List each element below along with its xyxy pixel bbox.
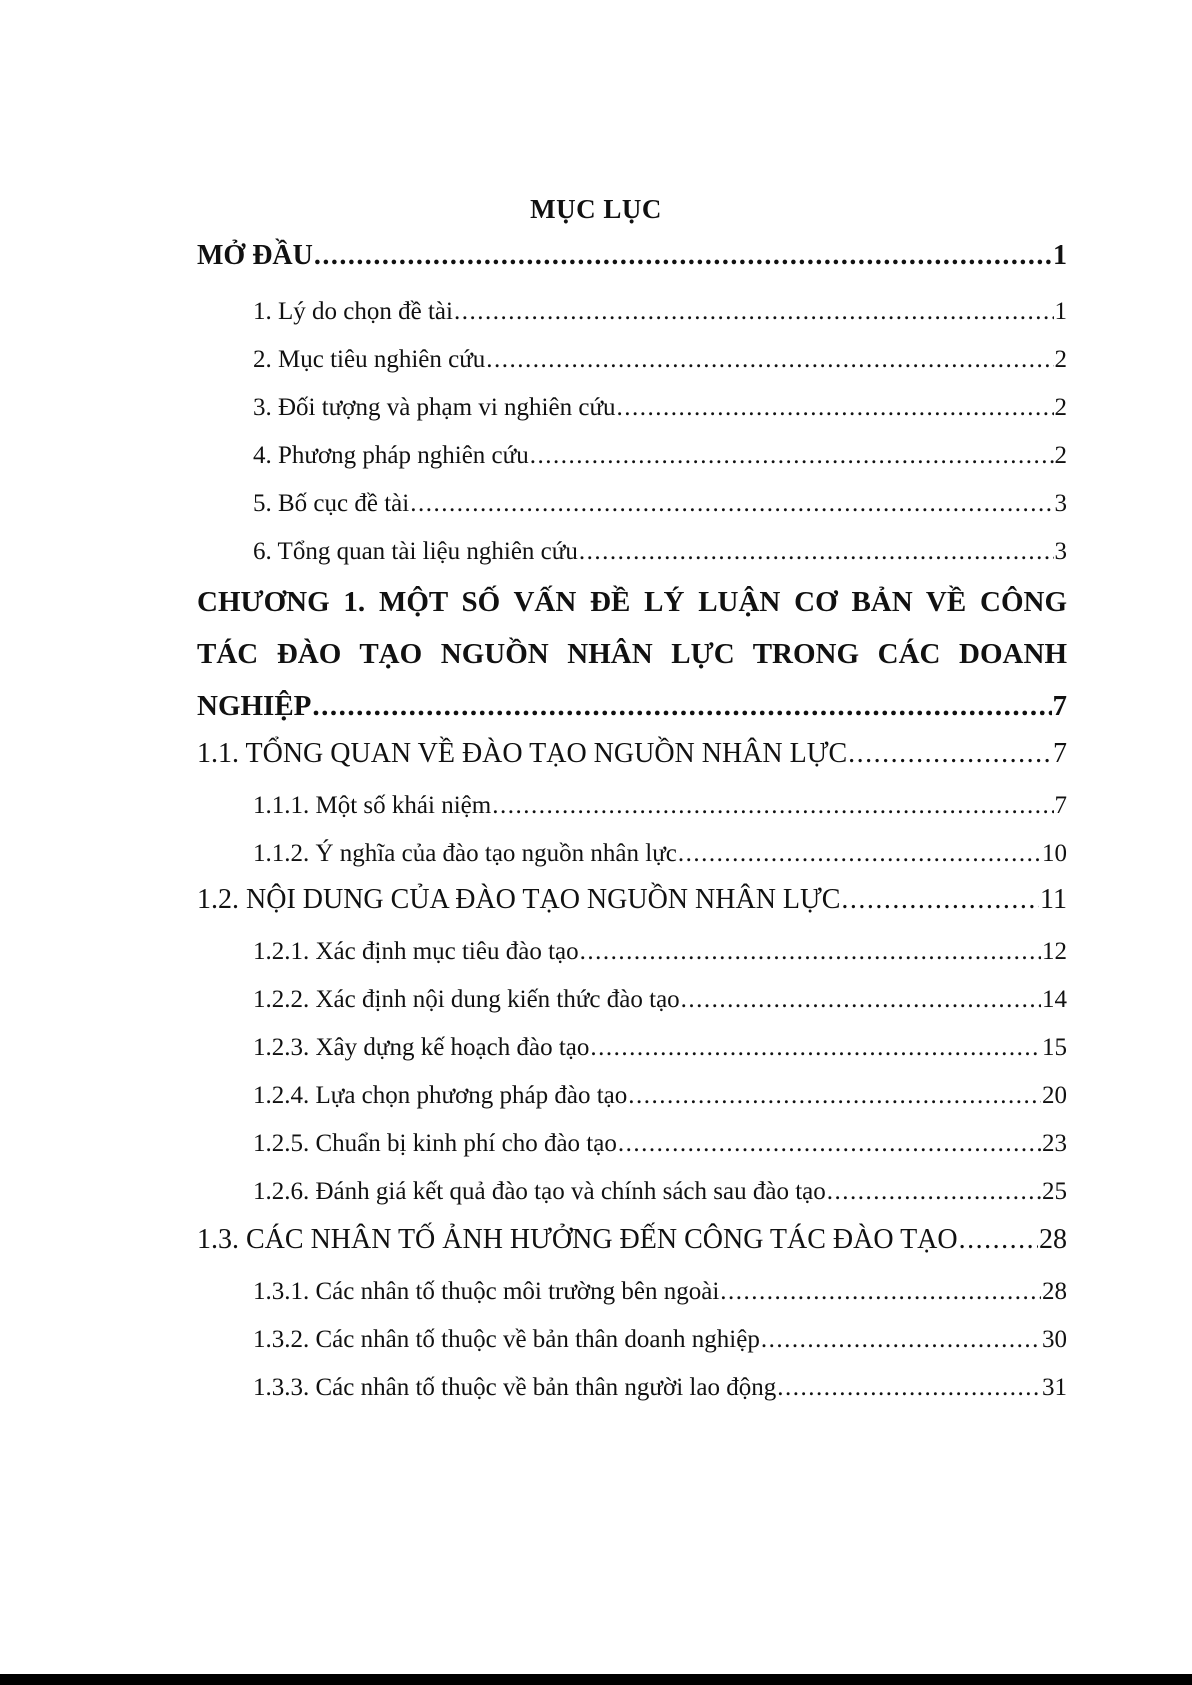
dot-leader <box>492 792 1053 820</box>
toc-page-number: 10 <box>1042 840 1067 867</box>
toc-page-number: 11 <box>1040 884 1067 915</box>
dot-leader <box>628 1082 1041 1110</box>
dot-leader <box>827 1178 1041 1206</box>
toc-entry-item[interactable] <box>253 792 1067 820</box>
chapter-title-line-2: TÁC ĐÀO TẠO NGUỒN NHÂN LỰC TRONG CÁC DOANH <box>197 638 1067 670</box>
toc-entry-item[interactable] <box>253 840 1067 868</box>
page-title: MỤC LỤC <box>530 194 662 224</box>
scan-bottom-edge <box>0 1674 1192 1685</box>
toc-entry-item[interactable] <box>253 538 1067 566</box>
toc-entry-chapter-1[interactable] <box>197 580 1067 736</box>
toc-entry-label: 1.2.1. Xác định mục tiêu đào tạo <box>253 938 579 965</box>
dot-leader <box>681 986 1041 1014</box>
toc-page-number: 20 <box>1042 1082 1067 1109</box>
toc-entry-item[interactable] <box>253 1082 1067 1110</box>
toc-entry-item[interactable] <box>253 442 1067 470</box>
toc-entry-label: 4. Phương pháp nghiên cứu <box>253 442 529 469</box>
toc-entry-label: 3. Đối tượng và phạm vi nghiên cứu <box>253 394 616 421</box>
dot-leader <box>454 298 1054 326</box>
dot-leader <box>486 346 1053 374</box>
dot-leader <box>761 1326 1041 1354</box>
dot-leader <box>848 738 1052 770</box>
toc-entry-item[interactable] <box>253 346 1067 374</box>
toc-page-number: 7 <box>1053 738 1067 769</box>
toc-entry-item[interactable] <box>253 394 1067 422</box>
toc-page-number: 7 <box>1054 792 1067 819</box>
toc-entry-label: 1.2.4. Lựa chọn phương pháp đào tạo <box>253 1082 628 1109</box>
toc-page-number: 25 <box>1042 1178 1067 1205</box>
toc-entry-label: MỞ ĐẦU <box>197 240 313 271</box>
toc-page-number: 14 <box>1042 986 1067 1013</box>
toc-entry-label: 2. Mục tiêu nghiên cứu <box>253 346 486 373</box>
toc-page-number: 1 <box>1053 240 1067 271</box>
toc-entry-label: 1.3.1. Các nhân tố thuộc môi trường bên ngoài <box>253 1278 720 1305</box>
toc-entry-item[interactable] <box>253 1278 1067 1306</box>
dot-leader <box>678 840 1041 868</box>
toc-entry-label: 1.2.5. Chuẩn bị kinh phí cho đào tạo <box>253 1130 617 1157</box>
toc-entry-item[interactable] <box>253 490 1067 518</box>
toc-entry-intro[interactable] <box>197 240 1067 272</box>
toc-entry-label: 5. Bố cục đề tài <box>253 490 410 517</box>
toc-page-number: 2 <box>1054 346 1067 373</box>
toc-page-number: 23 <box>1042 1130 1067 1157</box>
toc-entry-section[interactable] <box>197 1224 1067 1256</box>
toc-entry-label: 1.3.3. Các nhân tố thuộc về bản thân người lao động <box>253 1374 777 1401</box>
dot-leader <box>314 240 1052 272</box>
dot-leader <box>312 684 1051 728</box>
toc-page-number: 30 <box>1042 1326 1067 1353</box>
toc-page-number: 1 <box>1054 298 1067 325</box>
toc-entry-item[interactable] <box>253 1326 1067 1354</box>
dot-leader <box>959 1224 1038 1256</box>
toc-page-number: 28 <box>1042 1278 1067 1305</box>
toc-entry-section[interactable] <box>197 884 1067 916</box>
toc-entry-item[interactable] <box>253 1130 1067 1158</box>
toc-entry-label: 1. Lý do chọn đề tài <box>253 298 453 325</box>
chapter-title-line-1: CHƯƠNG 1. MỘT SỐ VẤN ĐỀ LÝ LUẬN CƠ BẢN VỀ CÔNG <box>197 586 1067 618</box>
dot-leader <box>841 884 1039 916</box>
toc-entry-label: 1.1. TỔNG QUAN VỀ ĐÀO TẠO NGUỒN NHÂN LỰC <box>197 738 848 769</box>
toc-entry-label: 1.2. NỘI DUNG CỦA ĐÀO TẠO NGUỒN NHÂN LỰC <box>197 884 841 915</box>
toc-entry-label: 1.2.6. Đánh giá kết quả đào tạo và chính sách sau đào tạo <box>253 1178 826 1205</box>
toc-entry-item[interactable] <box>253 298 1067 326</box>
toc-entry-item[interactable] <box>253 1374 1067 1402</box>
dot-leader <box>530 442 1054 470</box>
dot-leader <box>617 394 1054 422</box>
toc-page-number: 3 <box>1054 490 1067 517</box>
toc-entry-label: 6. Tổng quan tài liệu nghiên cứu <box>253 538 578 565</box>
toc-entry-item[interactable] <box>253 938 1067 966</box>
toc-entry-label: 1.3.2. Các nhân tố thuộc về bản thân doanh nghiệp <box>253 1326 760 1353</box>
toc-page-number: 3 <box>1054 538 1067 565</box>
toc-page-number: 28 <box>1039 1224 1067 1255</box>
toc-entry-item[interactable] <box>253 1034 1067 1062</box>
toc-page-number: 2 <box>1054 442 1067 469</box>
dot-leader <box>410 490 1053 518</box>
dot-leader <box>618 1130 1041 1158</box>
toc-page-number: 15 <box>1042 1034 1067 1061</box>
toc-page-number: 12 <box>1042 938 1067 965</box>
toc-entry-item[interactable] <box>253 986 1067 1014</box>
toc-entry-section[interactable] <box>197 738 1067 770</box>
toc-page-number: 31 <box>1042 1374 1067 1401</box>
toc-page-number: 7 <box>1052 690 1067 722</box>
dot-leader <box>720 1278 1041 1306</box>
toc-entry-label: 1.1.1. Một số khái niệm <box>253 792 492 819</box>
dot-leader <box>590 1034 1041 1062</box>
dot-leader <box>579 538 1054 566</box>
chapter-title-line-3: NGHIỆP <box>197 690 312 722</box>
toc-entry-label: 1.3. CÁC NHÂN TỐ ẢNH HƯỞNG ĐẾN CÔNG TÁC ĐÀO TẠO <box>197 1224 958 1255</box>
dot-leader <box>777 1374 1041 1402</box>
dot-leader <box>580 938 1041 966</box>
toc-entry-label: 1.2.2. Xác định nội dung kiến thức đào tạo <box>253 986 680 1013</box>
toc-page-number: 2 <box>1054 394 1067 421</box>
toc-entry-item[interactable] <box>253 1178 1067 1206</box>
toc-entry-label: 1.2.3. Xây dựng kế hoạch đào tạo <box>253 1034 590 1061</box>
toc-entry-label: 1.1.2. Ý nghĩa của đào tạo nguồn nhân lực <box>253 840 677 867</box>
